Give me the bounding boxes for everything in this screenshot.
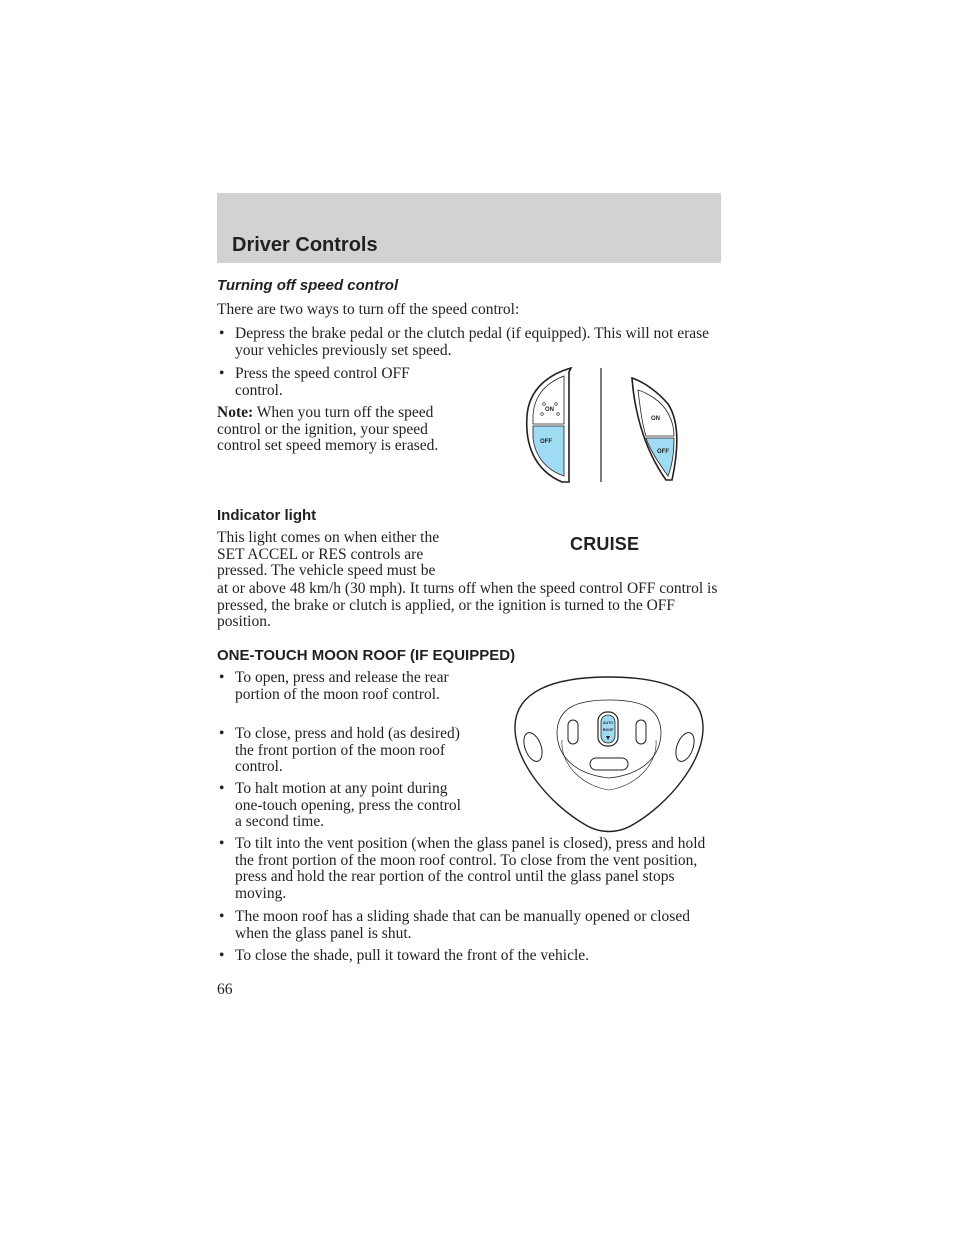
moonroof-bullet-5: • The moon roof has a sliding shade that can be manually opened or closed when the glass panel is shut. [217, 909, 721, 942]
speed-control-buttons-figure [522, 366, 686, 486]
moonroof-bullet-4-text: To tilt into the vent position (when the glass panel is closed), press and hold the front portion of the moon roof control. To close from the vent position, press and hold the rear portion of the control until the glass panel stops moving. [235, 835, 706, 902]
indicator-text-line-2: SET ACCEL or RES controls are [217, 546, 424, 563]
page-number: 66 [217, 981, 233, 998]
moonroof-bullet-6: • To close the shade, pull it toward the front of the vehicle. [217, 948, 721, 965]
note-paragraph [217, 405, 469, 455]
section-header-band [217, 193, 721, 263]
moonroof-bullet-3: • To halt motion at any point during one-touch opening, press the control a second time. [217, 781, 461, 831]
left-map-light-switch [568, 720, 578, 744]
moonroof-heading: ONE-TOUCH MOON ROOF (IF EQUIPPED) [217, 647, 516, 664]
moonroof-bullet-1: • To open, press and release the rear portion of the moon roof control. [217, 670, 461, 703]
turning-off-bullet-1: • Depress the brake pedal or the clutch pedal (if equipped). This will not erase your vehicles previously set speed. [217, 326, 721, 359]
moonroof-switch-label-1: AUTO [602, 721, 614, 725]
console-lower-button [590, 758, 628, 770]
left-off-label: OFF [540, 439, 552, 445]
indicator-text-line-3: pressed. The vehicle speed must be [217, 562, 436, 579]
section-title: Driver Controls [232, 234, 378, 256]
moonroof-bullet-4 [217, 836, 721, 902]
note-text: When you turn off the speed control or the ignition, your speed control set speed memory is erased. [217, 404, 439, 455]
indicator-heading: Indicator light [217, 507, 317, 524]
moonroof-switch-label-2: ROOF [602, 728, 614, 732]
moonroof-bullet-2: • To close, press and hold (as desired) the front portion of the moon roof control. [217, 726, 461, 776]
turning-off-intro: There are two ways to turn off the speed control: [217, 301, 520, 318]
right-off-label: OFF [657, 449, 669, 455]
indicator-text-rest: at or above 48 km/h (30 mph). It turns off when the speed control OFF control is pressed, the brake or clutch is applied, or the ignition is turned to the OFF position. [217, 580, 718, 631]
cruise-indicator-label: CRUISE [570, 534, 640, 554]
right-map-light-switch [636, 720, 646, 744]
right-on-label: ON [651, 416, 660, 422]
left-on-label: ON [545, 407, 554, 413]
note-label: Note: [217, 404, 254, 421]
turning-off-bullet-2: • Press the speed control OFF control. [217, 366, 461, 399]
moonroof-console-figure [512, 674, 706, 836]
turning-off-heading: Turning off speed control [217, 277, 399, 294]
indicator-text-line-1: This light comes on when either the [217, 529, 440, 546]
